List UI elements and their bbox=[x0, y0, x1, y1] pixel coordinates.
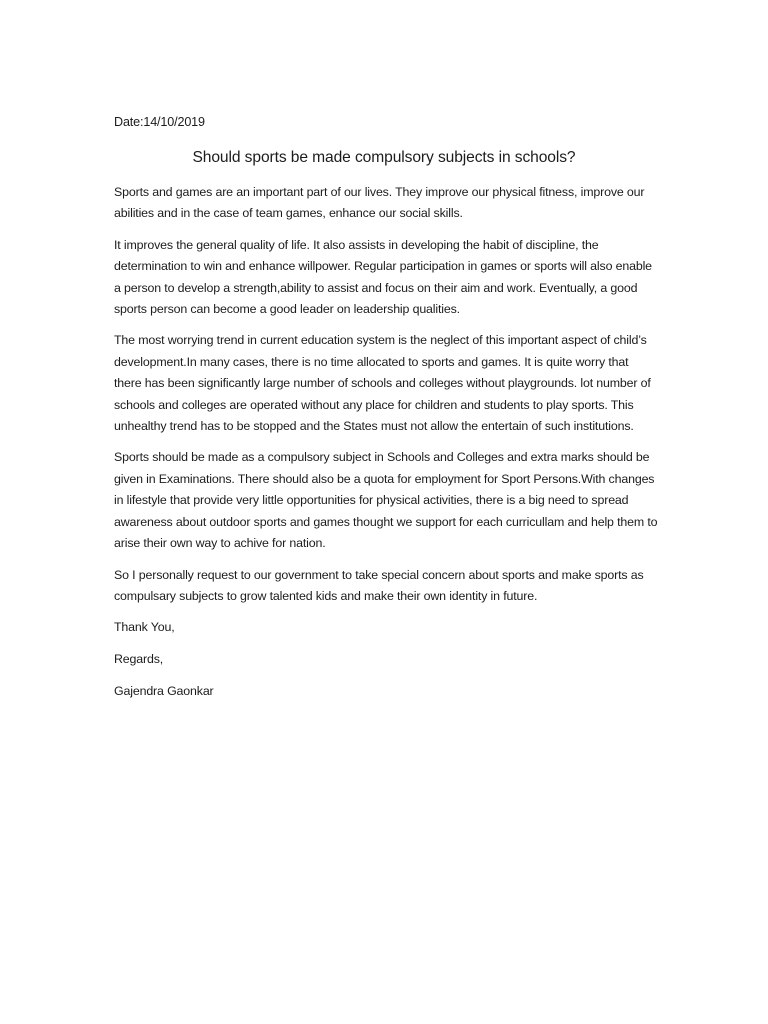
letter-closing bbox=[114, 617, 659, 702]
closing-regards: Regards, bbox=[114, 652, 164, 667]
letter-date: Date:14/10/2019 bbox=[114, 115, 205, 129]
letter-title: Should sports be made compulsory subjects in schools? bbox=[192, 149, 576, 166]
body-paragraph: The most worrying trend in current education system is the neglect of this important aspect of child’s development.In many cases, there is no time allocated to sports and games. It is quite worry that there has been significantly large number of schools and colleges without playgrounds. lot number of schools and colleges are operated without any place for children and students to play sports. This unhealthy trend has to be stopped and the States must not allow the entertain of such institutions. bbox=[114, 333, 651, 434]
body-paragraph: Sports should be made as a compulsory subject in Schools and Colleges and extra marks should be given in Examinations. There should also be a quota for employment for Sport Persons.With changes in lifestyle that provide very little opportunities for physical activities, there is a big need to spread awareness about outdoor sports and games thought we support for each curricullam and help them to arise their own way to achive for nation. bbox=[114, 450, 658, 551]
body-paragraph: It improves the general quality of life. It also assists in developing the habit of discipline, the determination to win and enhance willpower. Regular participation in games or sports will also enable a person to develop a strength,ability to assist and focus on their aim and work. Eventually, a good sports person can become a good leader on leadership qualities. bbox=[114, 237, 652, 317]
closing-thanks: Thank You, bbox=[114, 620, 175, 635]
body-paragraph: So I personally request to our government to take special concern about sports and make sports as compulsary subjects to grow talented kids and make their own identity in future. bbox=[114, 567, 644, 603]
letter-body bbox=[114, 182, 659, 713]
signature-name: Gajendra Gaonkar bbox=[114, 684, 214, 699]
body-paragraph: Sports and games are an important part of our lives. They improve our physical fitness, improve our abilities and in the case of team games, enhance our social skills. bbox=[114, 185, 645, 221]
